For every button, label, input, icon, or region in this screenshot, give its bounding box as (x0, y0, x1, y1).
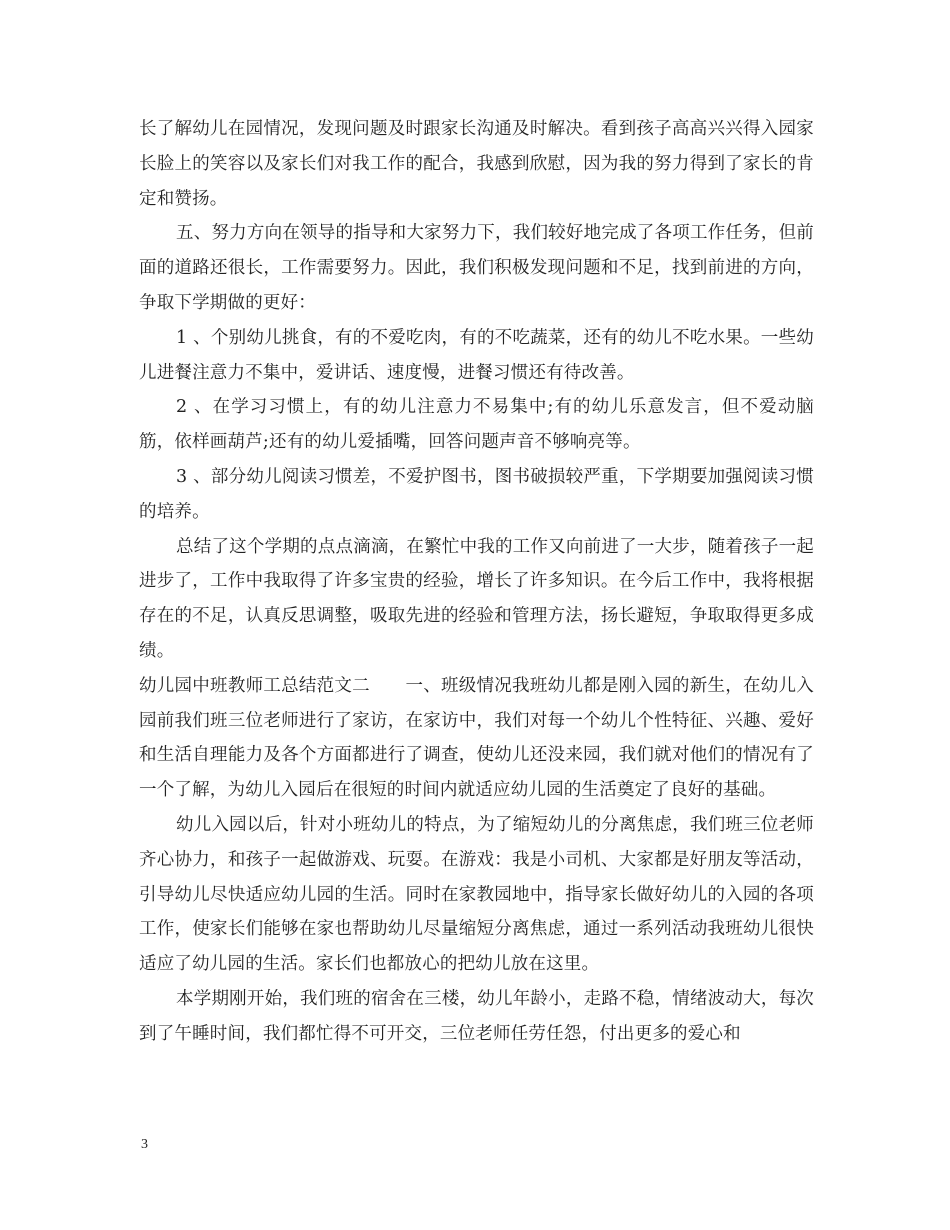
list-item: 2 、在学习习惯上，有的幼儿注意力不易集中;有的幼儿乐意发言，但不爱动脑筋，依样画葫芦;还有的幼儿爱插嘴，回答问题声音不够响亮等。 (139, 397, 814, 453)
paragraph: 幼儿入园以后，针对小班幼儿的特点，为了缩短幼儿的分离焦虑，我们班三位老师齐心协力，和孩子一起做游戏、玩耍。在游戏：我是小司机、大家都是好朋友等活动，引导幼儿尽快适应幼儿园的生活。同时在家教园地中，指导家长做好幼儿的入园的各项工作，使家长们能够在家也帮助幼儿尽量缩短分离焦虑，通过一系列活动我班幼儿很快适应了幼儿园的生活。家长们也都放心的把幼儿放在这里。 (139, 814, 814, 975)
paragraph: 总结了这个学期的点点滴滴，在繁忙中我的工作又向前进了一大步，随着孩子一起进步了，工作中我取得了许多宝贵的经验，增长了许多知识。在今后工作中，我将根据存在的不足，认真反思调整，吸取先进的经验和管理方法，扬长避短，争取取得更多成绩。 (139, 536, 814, 661)
document-body (139, 112, 814, 1052)
list-item: 3 、部分幼儿阅读习惯差，不爱护图书，图书破损较严重，下学期要加强阅读习惯的培养。 (139, 466, 814, 522)
list-item: 1 、个别幼儿挑食，有的不爱吃肉，有的不吃蔬菜，还有的幼儿不吃水果。一些幼儿进餐注意力不集中，爱讲话、速度慢，进餐习惯还有待改善。 (139, 327, 814, 383)
paragraph: 五、努力方向在领导的指导和大家努力下，我们较好地完成了各项工作任务，但前面的道路还很长，工作需要努力。因此，我们积极发现问题和不足，找到前进的方向，争取下学期做的更好： (139, 223, 814, 313)
page-number: 3 (141, 1137, 148, 1152)
paragraph: 长了解幼儿在园情况，发现问题及时跟家长沟通及时解决。看到孩子高高兴兴得入园家长脸上的笑容以及家长们对我工作的配合，我感到欣慰，因为我的努力得到了家长的肯定和赞扬。 (139, 119, 814, 209)
section-heading-paragraph: 幼儿园中班教师工总结范文二 一、班级情况我班幼儿都是刚入园的新生，在幼儿入园前我们班三位老师进行了家访，在家访中，我们对每一个幼儿个性特征、兴趣、爱好和生活自理能力及各个方面都进行了调查，使幼儿还没来园，我们就对他们的情况有了一个了解，为幼儿入园后在很短的时间内就适应幼儿园的生活奠定了良好的基础。 (139, 675, 814, 801)
paragraph: 本学期刚开始，我们班的宿舍在三楼，幼儿年龄小，走路不稳，情绪波动大，每次到了午睡时间，我们都忙得不可开交，三位老师任劳任怨，付出更多的爱心和 (139, 988, 814, 1044)
